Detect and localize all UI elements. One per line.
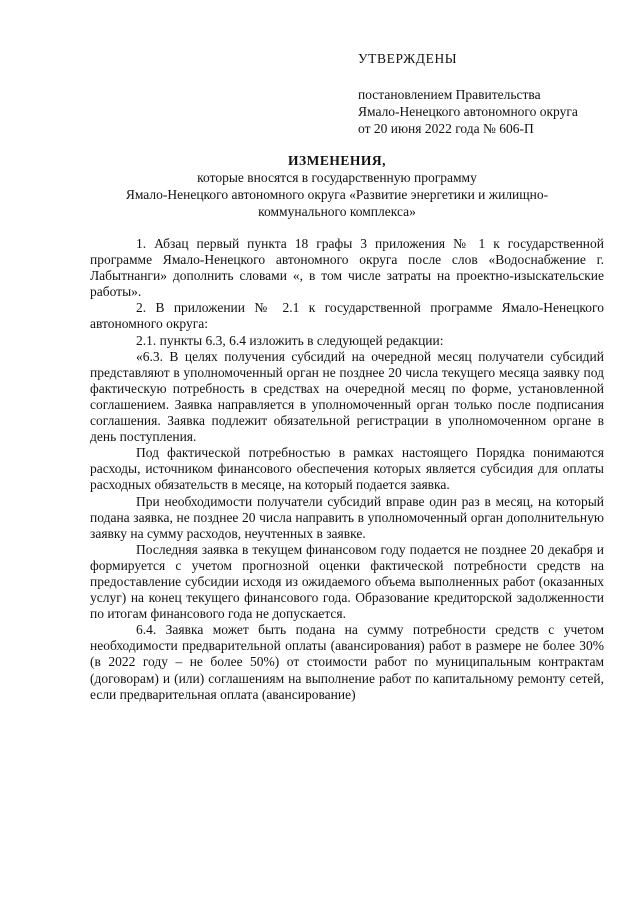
paragraph-2-1: 2.1. пункты 6.3, 6.4 изложить в следующей редакции: [136, 332, 444, 348]
paragraph-1: 1. Абзац первый пункта 18 графы 3 приложения № 1 к государственной программе Ямало-Ненецкого автономного округа после слов «Водоснабжение г. Лабытнанги» дополнить словами «, в том числе затраты на проектно-изыскательские работы». [90, 236, 604, 300]
paragraph-2: 2. В приложении № 2.1 к государственной программе Ямало-Ненецкого автономного округа: [90, 300, 604, 332]
approval-line: постановлением Правительства [358, 87, 541, 102]
title-line: коммунального комплекса» [258, 204, 416, 219]
paragraph-actual-need: Под фактической потребностью в рамках настоящего Порядка понимаются расходы, источником финансового обеспечения которых является субсидия для оплаты расходных обязательств в месяце, на который подается заявка. [90, 445, 604, 493]
paragraph-additional-request: При необходимости получатели субсидий вправе один раз в месяц, на который подана заявка, не позднее 20 числа направить в уполномоченный орган дополнительную заявку на сумму расходов, неучтенных в заявке. [90, 493, 604, 541]
approval-heading: УТВЕРЖДЕНЫ [358, 51, 458, 66]
paragraph-last-request: Последняя заявка в текущем финансовом году подается не позднее 20 декабря и формируется с учетом прогнозной оценки фактической потребности средств на предоставление субсидии исходя из ожидаемого объема выполненных работ (оказанных услуг) на конец текущего финансового года. Образование кредиторской задолженности по итогам финансового года не допускается. [90, 541, 604, 622]
document-title-block [90, 152, 584, 220]
document-body [90, 236, 604, 703]
paragraph-6-4: 6.4. Заявка может быть подана на сумму потребности средств с учетом необходимости предварительной оплаты (авансирования) работ в размере не более 30% (в 2022 году – не более 50%) от стоимости работ по муниципальным контрактам (договорам) и (или) соглашениям на выполнение работ по капитальному ремонту сетей, если предварительная оплата (авансирование) [90, 622, 604, 702]
paragraph-6-3: «6.3. В целях получения субсидий на очередной месяц получатели субсидий представляют в уполномоченный орган не позднее 20 числа текущего месяца заявку под фактическую потребность в средствах на очередной месяц по форме, установленной соглашением. Заявка направляется в уполномоченный орган только после подписания соглашения. Заявка подлежит обязательной регистрации в уполномоченном органе в день поступления. [90, 348, 604, 445]
approval-line: Ямало-Ненецкого автономного округа [358, 104, 578, 119]
title-line: которые вносятся в государственную программу [197, 170, 477, 185]
document-title: ИЗМЕНЕНИЯ, [287, 153, 386, 168]
approval-line: от 20 июня 2022 года № 606-П [358, 121, 534, 136]
title-line: Ямало-Ненецкого автономного округа «Развитие энергетики и жилищно- [125, 187, 549, 202]
approval-block [358, 50, 578, 137]
